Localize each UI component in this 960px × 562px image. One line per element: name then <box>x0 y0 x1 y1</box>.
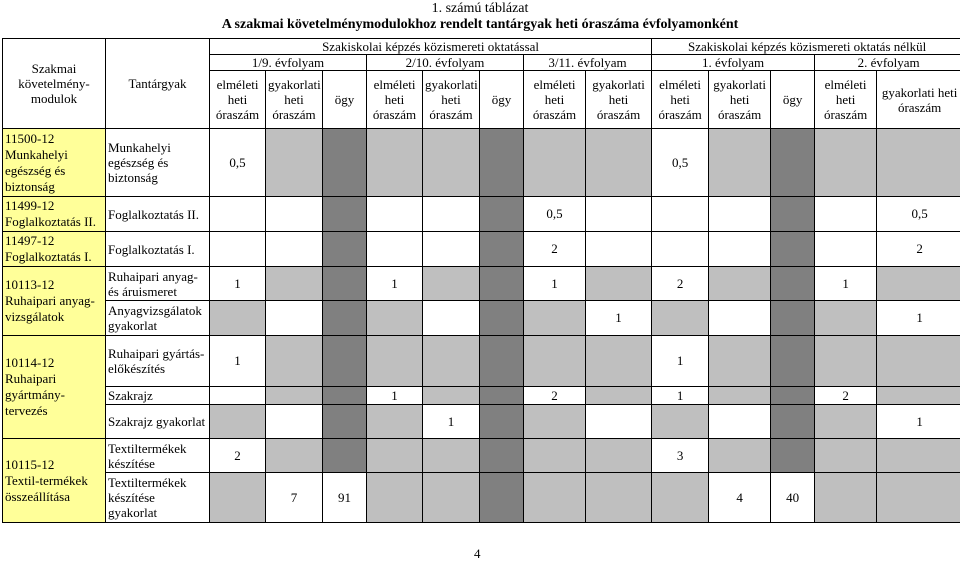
value-cell <box>586 129 652 197</box>
value-cell: 1 <box>210 336 266 387</box>
value-cell <box>815 129 877 197</box>
module-cell: 10114-12 Ruhaipari gyártmány-tervezés <box>3 336 106 439</box>
module-cell: 11499-12 Foglalkoztatás II. <box>3 197 106 232</box>
header-practice: gyakorlati heti óraszám <box>266 71 323 129</box>
value-cell <box>323 129 367 197</box>
header-modules: Szakmai követelmény-modulok <box>3 39 106 129</box>
value-cell: 2 <box>524 232 586 267</box>
page-number: 4 <box>474 546 481 562</box>
value-cell: 0,5 <box>524 197 586 232</box>
header-year-2: 2/10. évfolyam <box>367 55 524 71</box>
value-cell <box>524 129 586 197</box>
value-cell: 1 <box>877 301 960 336</box>
value-cell <box>266 129 323 197</box>
value-cell: 2 <box>815 387 877 405</box>
table-row <box>3 197 960 232</box>
table-row <box>3 336 960 387</box>
header-theory: elméleti heti óraszám <box>524 71 586 129</box>
value-cell: 1 <box>586 301 652 336</box>
header-subjects: Tantárgyak <box>106 39 210 129</box>
table-caption: 1. számú táblázat <box>0 1 960 17</box>
header-practice: gyakorlati heti óraszám <box>709 71 771 129</box>
header-ogy: ögy <box>480 71 524 129</box>
table-row <box>3 232 960 267</box>
value-cell: 0,5 <box>210 129 266 197</box>
value-cell: 0,5 <box>652 129 709 197</box>
subject-cell: Szakrajz <box>106 387 210 405</box>
value-cell: 1 <box>524 267 586 301</box>
header-ogy: ögy <box>771 71 815 129</box>
value-cell: 1 <box>815 267 877 301</box>
value-cell: 2 <box>210 439 266 473</box>
subject-cell: Textiltermékek készítése <box>106 439 210 473</box>
subject-cell: Anyagvizsgálatok gyakorlat <box>106 301 210 336</box>
curriculum-table <box>2 38 960 523</box>
table-row <box>3 405 960 439</box>
header-theory: elméleti heti óraszám <box>652 71 709 129</box>
value-cell: 40 <box>771 473 815 523</box>
value-cell: 91 <box>323 473 367 523</box>
header-ogy: ögy <box>323 71 367 129</box>
subject-cell: Foglalkoztatás I. <box>106 232 210 267</box>
header-practice: gyakorlati heti óraszám <box>423 71 480 129</box>
value-cell: 7 <box>266 473 323 523</box>
value-cell: 1 <box>367 267 423 301</box>
subject-cell: Foglalkoztatás II. <box>106 197 210 232</box>
table-row <box>3 439 960 473</box>
value-cell: 1 <box>367 387 423 405</box>
value-cell <box>423 129 480 197</box>
value-cell <box>480 129 524 197</box>
value-cell <box>709 129 771 197</box>
header-group-with: Szakiskolai képzés közismereti oktatással <box>210 39 652 55</box>
value-cell <box>771 129 815 197</box>
header-theory: elméleti heti óraszám <box>815 71 877 129</box>
table-title: A szakmai követelménymodulokhoz rendelt tantárgyak heti óraszáma évfolyamonként <box>0 17 960 33</box>
header-year-3: 3/11. évfolyam <box>524 55 652 71</box>
value-cell: 3 <box>652 439 709 473</box>
value-cell: 1 <box>652 387 709 405</box>
subject-cell: Ruhaipari gyártás-előkészítés <box>106 336 210 387</box>
header-theory: elméleti heti óraszám <box>367 71 423 129</box>
module-cell: 11497-12 Foglalkoztatás I. <box>3 232 106 267</box>
value-cell: 2 <box>877 232 960 267</box>
header-year-5: 2. évfolyam <box>815 55 960 71</box>
subject-cell: Textiltermékek készítése gyakorlat <box>106 473 210 523</box>
header-theory: elméleti heti óraszám <box>210 71 266 129</box>
header-year-4: 1. évfolyam <box>652 55 815 71</box>
subject-cell: Szakrajz gyakorlat <box>106 405 210 439</box>
value-cell: 2 <box>652 267 709 301</box>
value-cell: 0,5 <box>877 197 960 232</box>
table-row <box>3 301 960 336</box>
header-group-without: Szakiskolai képzés közismereti oktatás nélkül <box>652 39 960 55</box>
module-cell: 10113-12 Ruhaipari anyag-vizsgálatok <box>3 267 106 336</box>
table-row <box>3 267 960 301</box>
value-cell <box>367 129 423 197</box>
value-cell: 1 <box>652 336 709 387</box>
value-cell: 1 <box>877 405 960 439</box>
value-cell: 4 <box>709 473 771 523</box>
value-cell <box>877 129 960 197</box>
header-practice: gyakorlati heti óraszám <box>877 71 960 129</box>
table-row <box>3 473 960 523</box>
table-row <box>3 129 960 197</box>
module-cell: 11500-12 Munkahelyi egészség és biztonság <box>3 129 106 197</box>
subject-cell: Munkahelyi egészség és biztonság <box>106 129 210 197</box>
value-cell: 1 <box>423 405 480 439</box>
header-practice: gyakorlati heti óraszám <box>586 71 652 129</box>
table-row <box>3 387 960 405</box>
module-cell: 10115-12 Textil-termékek összeállítása <box>3 439 106 523</box>
value-cell: 2 <box>524 387 586 405</box>
header-year-1: 1/9. évfolyam <box>210 55 367 71</box>
value-cell: 1 <box>210 267 266 301</box>
subject-cell: Ruhaipari anyag- és áruismeret <box>106 267 210 301</box>
